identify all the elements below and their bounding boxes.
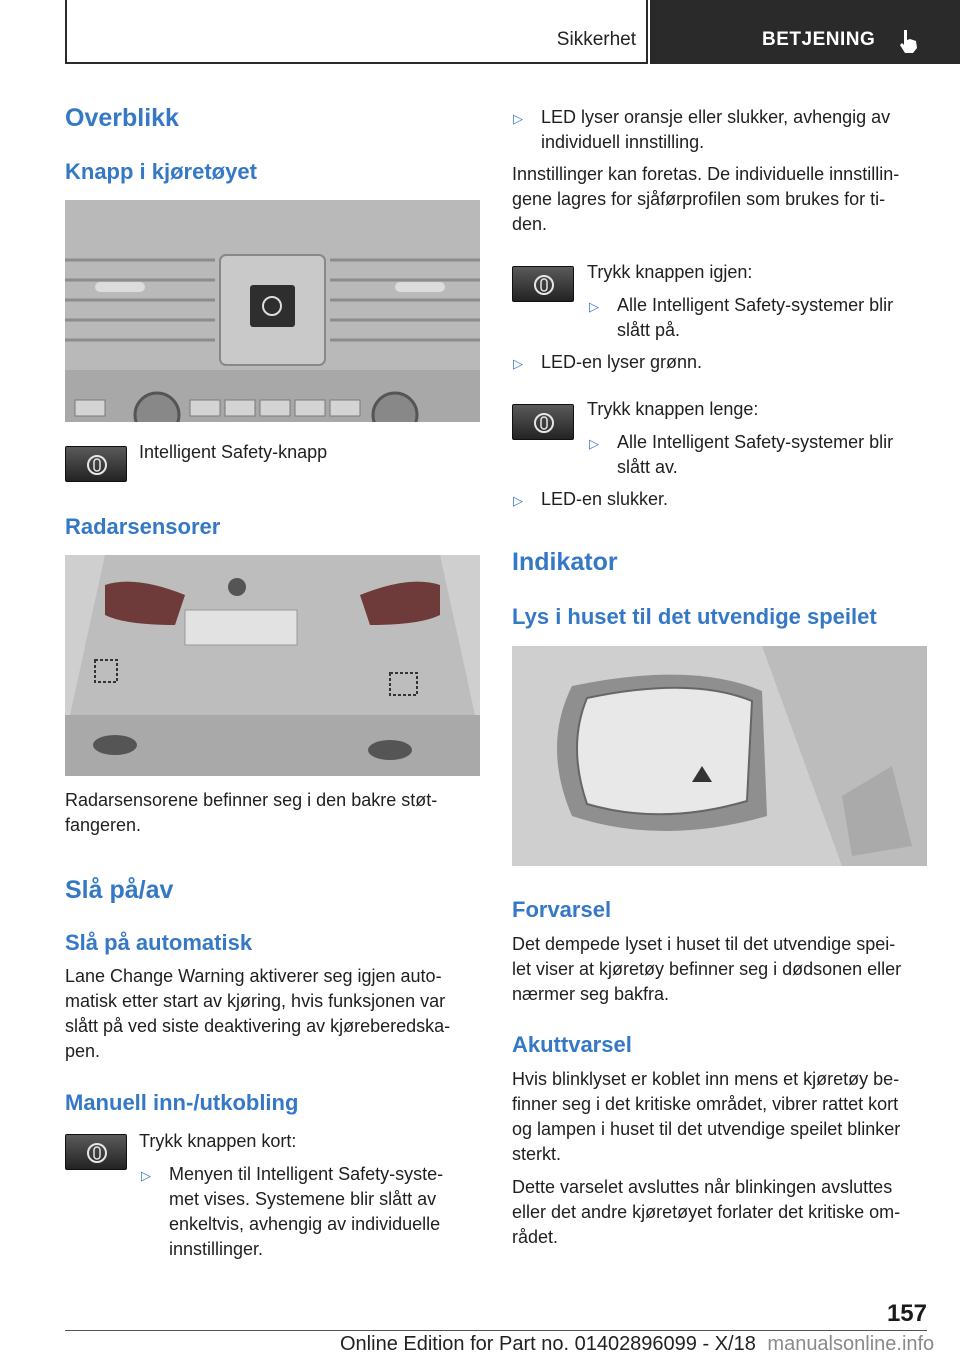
- hand-pointer-icon: [895, 28, 921, 54]
- bullet-triangle-icon: ▷: [513, 111, 523, 126]
- auto-text-line-2: matisk etter start av kjøring, hvis funksjonen var: [65, 991, 446, 1011]
- safety-symbol-icon: [533, 412, 555, 434]
- safety-button-icon-2: [65, 1134, 127, 1170]
- header-section-label: Sikkerhet: [556, 29, 636, 50]
- acute-line-1: Hvis blinklyset er koblet inn mens et kjøretøy be-: [512, 1069, 900, 1089]
- end-text: [512, 1175, 900, 1250]
- heading-auto-on: Slå på automatisk: [65, 930, 253, 955]
- bullet-triangle-icon: ▷: [589, 436, 599, 451]
- end-line-3: rådet.: [512, 1227, 559, 1247]
- radar-text: [65, 788, 437, 838]
- bullet-all-on: [589, 293, 894, 343]
- page-number: 157: [886, 1300, 927, 1327]
- radar-text-line-2: fangeren.: [65, 815, 142, 835]
- watermark-text: manualsonline.info: [767, 1333, 935, 1355]
- all-off-line-1: Alle Intelligent Safety-systemer blir: [617, 432, 894, 452]
- footer-divider: [65, 1330, 927, 1331]
- safety-button-icon-1: [65, 446, 127, 482]
- bullet-triangle-icon: ▷: [513, 356, 523, 371]
- end-line-1: Dette varselet avsluttes når blinkingen avsluttes: [512, 1177, 893, 1197]
- auto-text: [65, 964, 450, 1064]
- safety-symbol-icon: [86, 1142, 108, 1164]
- safety-symbol-icon: [86, 454, 108, 476]
- footer-edition: [340, 1333, 934, 1356]
- acute-line-2: finner seg i det kritiske området, vibrer rattet kort: [512, 1094, 899, 1114]
- all-on-line-1: Alle Intelligent Safety-systemer blir: [617, 295, 894, 315]
- auto-text-line-4: pen.: [65, 1041, 101, 1061]
- bullet-triangle-icon: ▷: [513, 493, 523, 508]
- edition-text: Online Edition for Part no. 01402896099 - X/18: [340, 1333, 756, 1355]
- mirror-illustration: [512, 646, 927, 866]
- settings-text: [512, 162, 899, 237]
- bullet-led-off: [513, 487, 669, 512]
- heading-warning: Forvarsel: [512, 897, 612, 922]
- dashboard-button-image: [65, 200, 480, 422]
- acute-line-4: sterkt.: [512, 1144, 562, 1164]
- auto-text-line-3: slått på ved siste deaktivering av kjøreberedska-: [65, 1016, 451, 1036]
- bullet-all-off: [589, 430, 894, 480]
- led-off-text: LED-en slukker.: [541, 489, 669, 509]
- bullet-led-orange: [513, 105, 891, 155]
- dashboard-illustration: [65, 200, 480, 422]
- warning-line-2: let viser at kjøretøy befinner seg i dødsonen eller: [512, 959, 902, 979]
- led-green-text: LED-en lyser grønn.: [541, 352, 703, 372]
- acute-text: [512, 1067, 900, 1167]
- safety-button-icon-3: [512, 266, 574, 302]
- short-bullet-line-1: Menyen til Intelligent Safety-syste-: [169, 1164, 444, 1184]
- acute-line-3: og lampen i huset til det utvendige speilet blinker: [512, 1119, 901, 1139]
- short-bullet-line-4: innstillinger.: [169, 1239, 264, 1259]
- safety-button-icon-4: [512, 404, 574, 440]
- warning-line-3: nærmer seg bakfra.: [512, 984, 670, 1004]
- car-rear-illustration: [65, 555, 480, 776]
- all-off-line-2: slått av.: [617, 457, 678, 477]
- auto-text-line-1: Lane Change Warning aktiverer seg igjen auto-: [65, 966, 442, 986]
- radar-sensors-image: [65, 555, 480, 776]
- warning-line-1: Det dempede lyset i huset til det utvendige spei-: [512, 934, 896, 954]
- radar-text-line-1: Radarsensorene befinner seg i den bakre støt-: [65, 790, 438, 810]
- header-chapter-tab: [650, 0, 960, 64]
- warning-text: [512, 932, 901, 1007]
- led-orange-line-2: individuell innstilling.: [541, 132, 705, 152]
- heading-acute-warning: Akuttvarsel: [512, 1032, 632, 1057]
- bullet-triangle-icon: ▷: [141, 1168, 151, 1183]
- safety-symbol-icon: [533, 274, 555, 296]
- heading-button-in-vehicle: Knapp i kjøretøyet: [65, 159, 257, 184]
- settings-line-2: gene lagres for sjåførprofilen som brukes for ti-: [512, 189, 886, 209]
- led-orange-line-1: LED lyser oransje eller slukker, avhengig av: [541, 107, 891, 127]
- header-chapter-label: BETJENING: [762, 29, 876, 50]
- heading-manual: Manuell inn-/utkobling: [65, 1090, 299, 1115]
- bullet-led-green: [513, 350, 703, 375]
- bullet-triangle-icon: ▷: [589, 299, 599, 314]
- settings-line-3: den.: [512, 214, 548, 234]
- press-long-text: Trykk knappen lenge:: [587, 399, 759, 419]
- heading-mirror-light: Lys i huset til det utvendige speilet: [512, 604, 877, 629]
- end-line-2: eller det andre kjøretøyet forlater det kritiske om-: [512, 1202, 901, 1222]
- all-on-line-2: slått på.: [617, 320, 681, 340]
- press-again-text: Trykk knappen igjen:: [587, 262, 753, 282]
- short-press-bullet: [141, 1162, 444, 1262]
- short-bullet-line-2: met vises. Systemene blir slått av: [169, 1189, 437, 1209]
- heading-indicator: Indikator: [512, 548, 618, 576]
- heading-on-off: Slå på/av: [65, 876, 174, 904]
- settings-line-1: Innstillinger kan foretas. De individuelle innstillin-: [512, 164, 900, 184]
- button-caption: Intelligent Safety-knapp: [139, 442, 328, 462]
- mirror-image: [512, 646, 927, 866]
- short-press-text: Trykk knappen kort:: [139, 1131, 297, 1151]
- short-bullet-line-3: enkeltvis, avhengig av individuelle: [169, 1214, 441, 1234]
- header-section-tab: [65, 0, 648, 64]
- heading-radar-sensors: Radarsensorer: [65, 514, 221, 539]
- heading-overview: Overblikk: [65, 104, 179, 132]
